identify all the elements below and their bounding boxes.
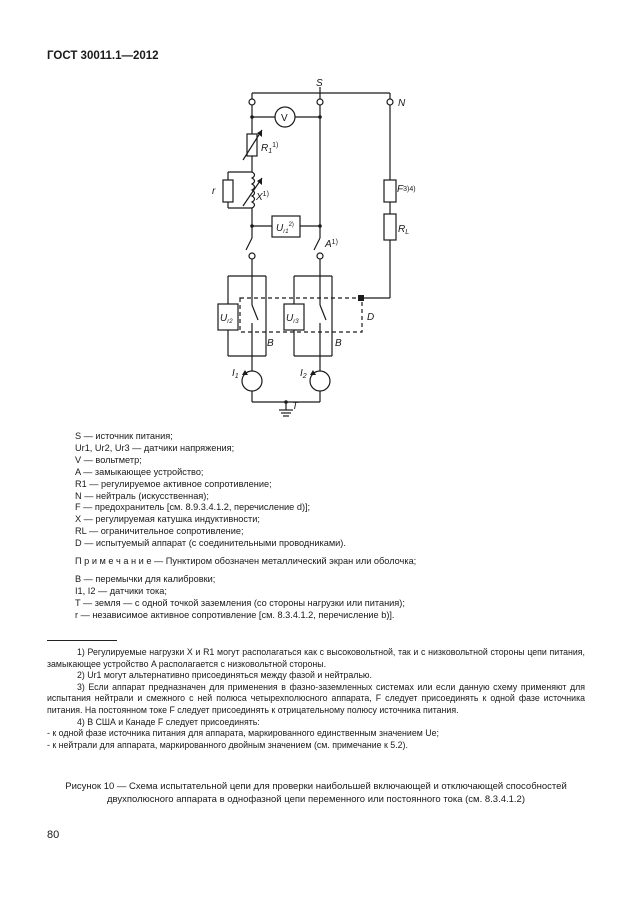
legend-item: I1, I2 — датчики тока; [75,585,167,596]
label-I1: $I_1$ [232,368,239,380]
footnote-1: 1) Регулируемые нагрузки X и R1 могут располагаться как с высоковольтной, так и с низковольтной стороны цепи питания, замыкающее устройство A располагается с низковольтной стороны. [47,647,585,669]
legend-item: T — земля — с одной точкой заземления (со стороны нагрузки или питания); [75,597,405,608]
label-X: $X^{1)}$ [256,191,269,203]
legend-item: R1 — регулируемое активное сопротивление; [75,478,272,489]
legend-item: A — замыкающее устройство; [75,466,204,477]
legend-item: B — перемычки для калибровки; [75,573,216,584]
footnote-2: 2) Ur1 могут альтернативно присоединяться между фазой и нейтралью. [77,670,372,681]
label-Ur2: $U_{r2}$ [220,313,233,325]
footnote-4: 4) В США и Канаде F следует присоединять: [77,716,260,727]
label-r: r [212,186,216,197]
label-N: N [398,98,406,109]
label-B1: B [267,338,274,349]
label-S: S [316,78,323,89]
document-header: ГОСТ 30011.1—2012 [47,50,159,62]
legend-item: r — независимое активное сопротивление [см. 8.3.4.1.2, перечисление b)]. [75,609,395,620]
legend-item: RL — ограничительное сопротивление; [75,526,244,537]
label-R1: $R_1^{1)}$ [261,142,279,155]
label-A: $A^{1)}$ [325,239,338,250]
label-RL: $R_L$ [398,224,410,236]
footnote-4-item: - к нейтрали для аппарата, маркированного двойным значением (см. примечание к 5.2). [47,739,408,750]
label-Ur1: $U_{r1}^{2)}$ [276,222,294,235]
label-T: T [292,401,299,412]
legend [75,431,416,622]
label-V: V [281,113,288,124]
label-B2: B [335,338,342,349]
legend-item: S — источник питания; [75,431,173,441]
legend-item: F — предохранитель [см. 8.9.3.4.1.2, перечисление d)]; [75,502,311,513]
legend-item: Ur1, Ur2, Ur3 — датчики напряжения; [75,442,235,453]
circuit-diagram [0,0,630,430]
legend-note: П р и м е ч а н и е — Пунктиром обозначен металлический экран или оболочка; [75,556,417,567]
legend-item: N — нейтраль (искусственная); [75,490,209,501]
label-Ur3: $U_{r3}$ [286,313,299,325]
footnote-3: 3) Если аппарат предназначен для применения в фазно-заземленных системах или если данную схему применяют для испытания нейтрали и смежного с ней полюса четырехполюсного аппарата, F следует присоединять к одной фазе источника питания. На постоянном токе F следует присоединять к отрицательному полюсу источника питания. [47,681,585,715]
label-F: F3)4) [397,184,416,195]
footnotes [47,647,585,751]
label-I2: $I_2$ [300,368,307,380]
legend-item: X — регулируемая катушка индуктивности; [75,514,260,525]
footnote-separator [47,640,117,641]
legend-item: D — испытуемый аппарат (с соединительными проводниками). [75,538,346,549]
footnote-4-item: - к одной фазе источника питания для аппарата, маркированного единственным значением Ue; [47,728,439,739]
figure-caption: Рисунок 10 — Схема испытательной цепи для проверки наибольшей включающей и отключающей способностей двухполюсного аппарата в однофазной цепи переменного или постоянного тока (см. 8.3.4.1.2) [65,781,567,805]
label-D: D [367,312,375,323]
page-number: 80 [47,829,60,841]
legend-item: V — вольтметр; [75,454,142,465]
